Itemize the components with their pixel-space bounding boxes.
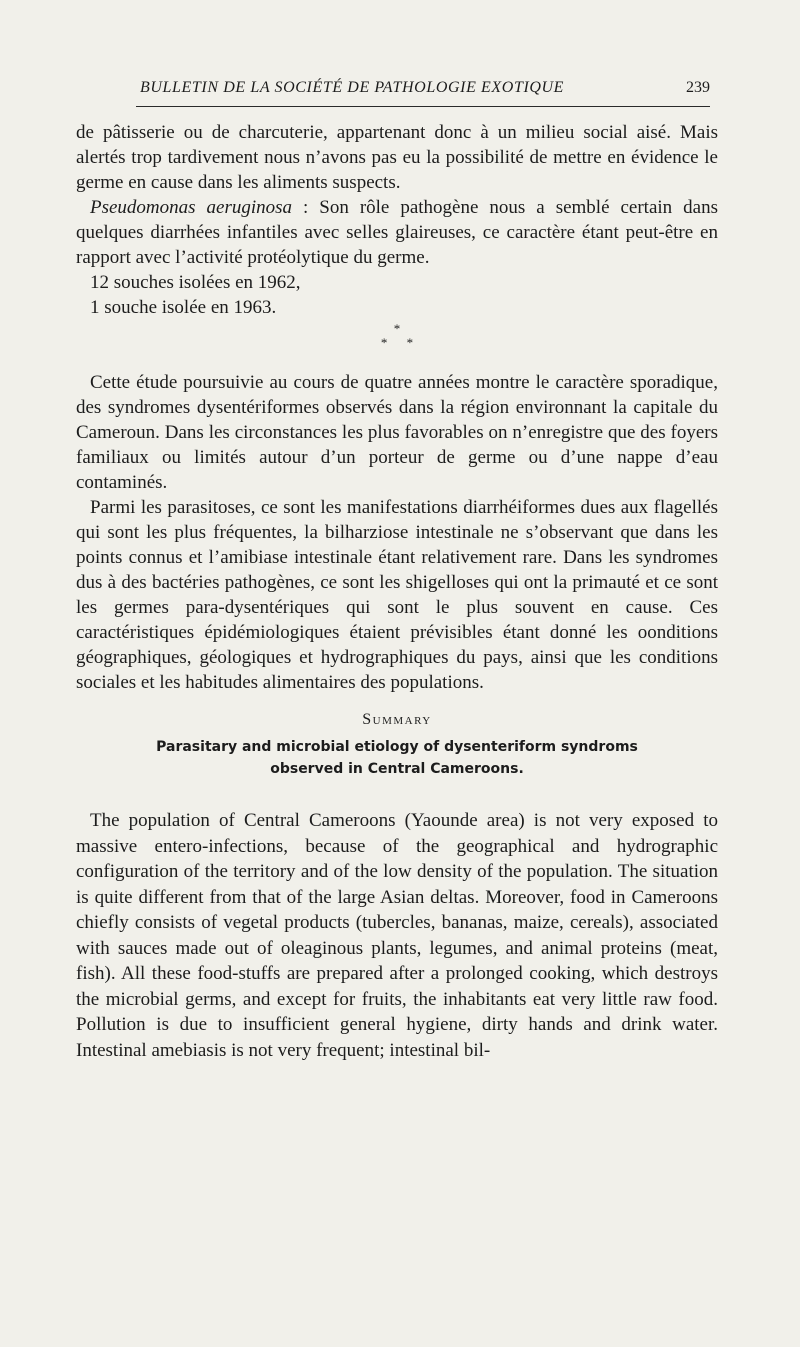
paragraph-study: Cette étude poursuivie au cours de quatre années montre le caractère sporadique, des syndromes dysentériformes observés dans la région environnant la capitale du Cameroun. Dans les circonstances les plus favorables on n’enregistre que des foyers familiaux ou limités autour d’un porteur de germe ou d’une nappe d’eau contaminés. <box>76 372 718 493</box>
strains-1963: 1 souche isolée en 1963. <box>90 297 277 318</box>
article-body <box>76 120 718 1063</box>
page-number: 239 <box>686 79 710 96</box>
summary-title-line-1: Parasitary and microbial etiology of dysenteriform syndroms <box>156 739 638 755</box>
running-title: BULLETIN DE LA SOCIÉTÉ DE PATHOLOGIE EXOTIQUE <box>140 79 565 96</box>
section-asterism <box>76 322 718 350</box>
asterism-top: * <box>393 321 401 336</box>
strains-1962: 12 souches isolées en 1962, <box>90 272 301 293</box>
summary-heading: Summary <box>362 711 432 728</box>
paragraph-pseudomonas-text: : Son rôle pathogène nous a semblé certain dans quelques diarrhées infantiles avec selles glaireuses, ce caractère étant peut-être en rapport avec l’activité protéolytique du germe. <box>76 197 718 268</box>
summary-text: The population of Central Cameroons (Yaounde area) is not very exposed to massive entero-infections, because of the geographical and hydrographic configuration of the territory and of the low density of the population. The situation is quite different from that of the large Asian deltas. Moreover, food in Cameroons chiefly consists of vegetal products (tubercles, bananas, maize, cereals), associated with sauces made out of oleaginous plants, legumes, and animal proteins (meat, fish). All these food-stuffs are prepared after a prolonged cooking, which destroys the microbial germs, and except for fruits, the inhabitants eat very little raw food. Pollution is due to insufficient general hygiene, dirty hands and drink water. Intestinal amebiasis is not very frequent; intestinal bil- <box>76 810 718 1061</box>
paragraph-pseudomonas <box>76 195 718 270</box>
summary-title-line-2: observed in Central Cameroons. <box>270 761 524 777</box>
asterism-bottom: * * <box>380 335 422 350</box>
header-rule <box>136 106 710 107</box>
species-name: Pseudomonas aeruginosa <box>90 197 293 218</box>
summary-title <box>76 736 718 780</box>
paragraph-parasitoses: Parmi les parasitoses, ce sont les manifestations diarrhéiformes dues aux flagellés qui sont les plus fréquentes, la bilharziose intestinale ne s’observant que dans les points connus et l’amibiase intestinale étant relativement rare. Dans les syndromes dus à des bactéries pathogènes, ce sont les shigelloses qui ont la primauté et ce sont les germes para-dysentériques qui sont le plus souvent en cause. Ces caractéristiques épidémiologiques étaient prévisibles étant donné les oonditions géographiques, géologiques et hydrographiques du pays, ainsi que les conditions sociales et les habitudes alimentaires des populations. <box>76 497 718 693</box>
paragraph-pastry: de pâtisserie ou de charcuterie, appartenant donc à un milieu social aisé. Mais alertés trop tardivement nous n’avons pas eu la possibilité de mettre en évidence le germe en cause dans les aliments suspects. <box>76 122 718 193</box>
